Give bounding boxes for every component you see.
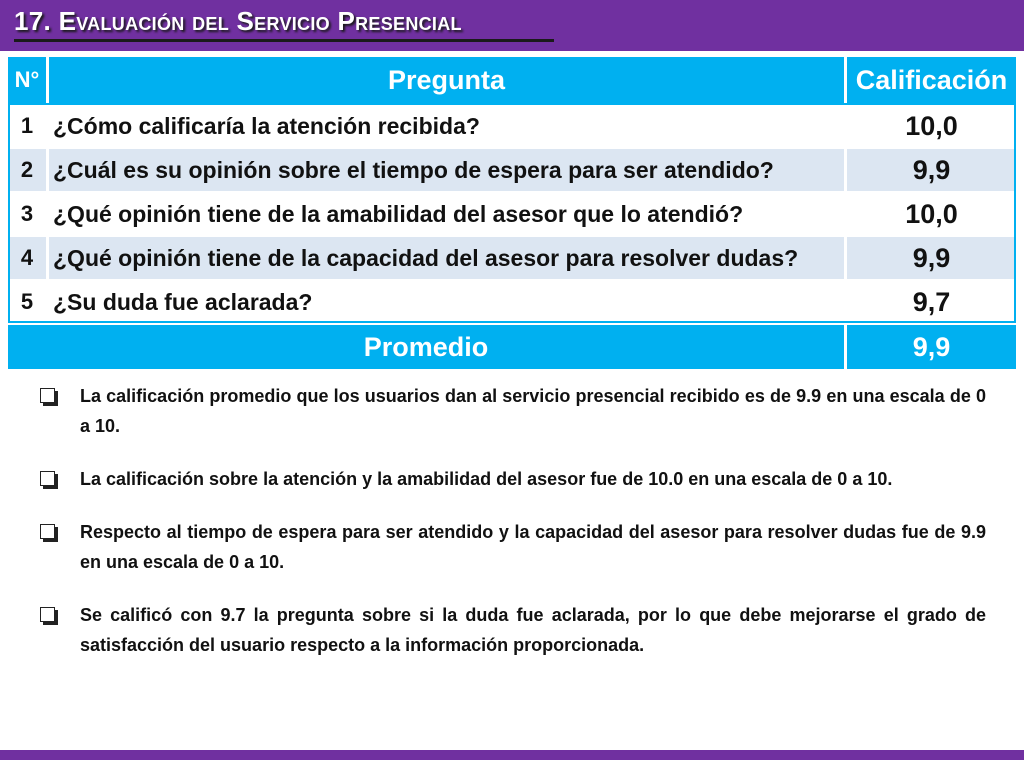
row-score: 9,7 <box>847 281 1016 323</box>
checkbox-bullet-icon <box>40 607 55 622</box>
bullet-text: Se calificó con 9.7 la pregunta sobre si la duda fue aclarada, por lo que debe mejorarse el grado de satisfacción del usuario respecto a la información proporcionada. <box>80 605 986 655</box>
bullet-text: La calificación promedio que los usuarios dan al servicio presencial recibido es de 9.9 en una escala de 0 a 10. <box>80 386 986 436</box>
table-row <box>8 281 1016 323</box>
conclusions-list <box>40 381 986 683</box>
table-row <box>8 237 1016 279</box>
row-number: 5 <box>8 281 46 323</box>
row-question: ¿Cómo calificaría la atención recibida? <box>49 105 844 147</box>
row-number: 4 <box>8 237 46 279</box>
table-header-row <box>8 57 1016 103</box>
header-bar <box>0 0 1024 51</box>
list-item <box>40 517 986 577</box>
row-score: 9,9 <box>847 149 1016 191</box>
header-question: Pregunta <box>49 57 844 103</box>
list-item <box>40 381 986 441</box>
footer-bar <box>0 750 1024 760</box>
table-row <box>8 149 1016 191</box>
bullet-text: Respecto al tiempo de espera para ser atendido y la capacidad del asesor para resolver dudas fue de 9.9 en una escala de 0 a 10. <box>80 522 986 572</box>
average-score: 9,9 <box>847 325 1016 369</box>
title-underline <box>14 39 554 42</box>
table-row <box>8 105 1016 147</box>
row-number: 3 <box>8 193 46 235</box>
average-label: Promedio <box>8 325 844 369</box>
row-score: 9,9 <box>847 237 1016 279</box>
row-score: 10,0 <box>847 193 1016 235</box>
bullet-text: La calificación sobre la atención y la amabilidad del asesor fue de 10.0 en una escala de 0 a 10. <box>80 469 893 489</box>
list-item <box>40 600 986 660</box>
list-item <box>40 464 986 494</box>
row-question: ¿Qué opinión tiene de la amabilidad del asesor que lo atendió? <box>49 193 844 235</box>
average-row <box>8 325 1016 369</box>
checkbox-bullet-icon <box>40 388 55 403</box>
checkbox-bullet-icon <box>40 471 55 486</box>
checkbox-bullet-icon <box>40 524 55 539</box>
header-score: Calificación <box>847 57 1016 103</box>
row-score: 10,0 <box>847 105 1016 147</box>
evaluation-table <box>8 57 1016 369</box>
row-question: ¿Cuál es su opinión sobre el tiempo de espera para ser atendido? <box>49 149 844 191</box>
table-row <box>8 193 1016 235</box>
row-question: ¿Su duda fue aclarada? <box>49 281 844 323</box>
header-number: N° <box>8 57 46 103</box>
row-number: 1 <box>8 105 46 147</box>
row-question: ¿Qué opinión tiene de la capacidad del asesor para resolver dudas? <box>49 237 844 279</box>
row-number: 2 <box>8 149 46 191</box>
slide-title: 17. Evaluación del Servicio Presencial <box>14 6 462 36</box>
